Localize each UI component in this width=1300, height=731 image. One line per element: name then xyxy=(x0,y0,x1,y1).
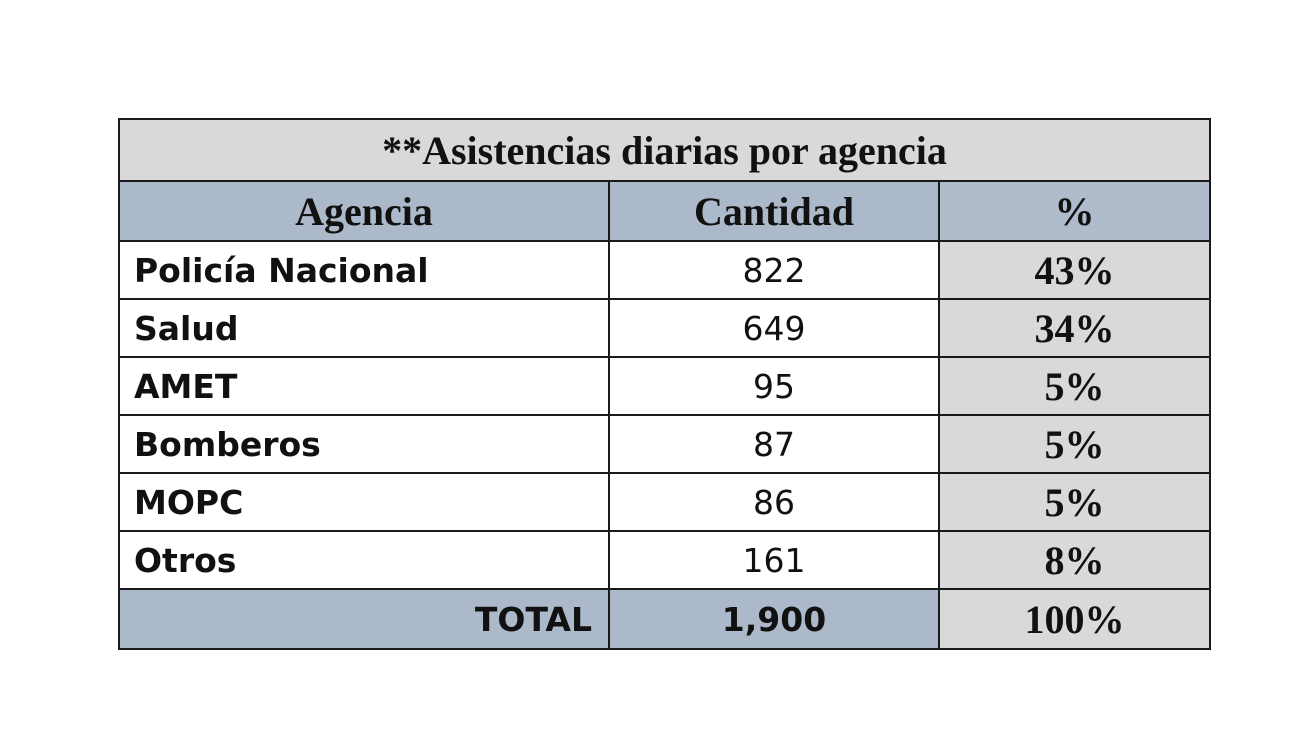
quantity-cell: 95 xyxy=(609,357,939,415)
table-row xyxy=(119,415,1210,473)
quantity-cell: 822 xyxy=(609,241,939,299)
agency-cell: AMET xyxy=(119,357,609,415)
percent-cell: 5% xyxy=(939,473,1210,531)
agency-assistance-table xyxy=(118,118,1211,650)
percent-cell: 34% xyxy=(939,299,1210,357)
title-row xyxy=(119,119,1210,181)
table-row xyxy=(119,299,1210,357)
table-row xyxy=(119,473,1210,531)
total-label: TOTAL xyxy=(119,589,609,649)
table-title: **Asistencias diarias por agencia xyxy=(119,119,1210,181)
quantity-cell: 649 xyxy=(609,299,939,357)
agency-cell: Policía Nacional xyxy=(119,241,609,299)
agency-cell: MOPC xyxy=(119,473,609,531)
quantity-cell: 161 xyxy=(609,531,939,589)
quantity-cell: 86 xyxy=(609,473,939,531)
header-row xyxy=(119,181,1210,241)
agency-cell: Salud xyxy=(119,299,609,357)
agency-cell: Otros xyxy=(119,531,609,589)
table-row xyxy=(119,241,1210,299)
percent-cell: 5% xyxy=(939,357,1210,415)
percent-cell: 5% xyxy=(939,415,1210,473)
column-header-quantity: Cantidad xyxy=(609,181,939,241)
total-row xyxy=(119,589,1210,649)
total-quantity: 1,900 xyxy=(609,589,939,649)
percent-cell: 43% xyxy=(939,241,1210,299)
quantity-cell: 87 xyxy=(609,415,939,473)
table-row xyxy=(119,531,1210,589)
column-header-agency: Agencia xyxy=(119,181,609,241)
percent-cell: 8% xyxy=(939,531,1210,589)
table-row xyxy=(119,357,1210,415)
column-header-percent: % xyxy=(939,181,1210,241)
agency-cell: Bomberos xyxy=(119,415,609,473)
total-percent: 100% xyxy=(939,589,1210,649)
